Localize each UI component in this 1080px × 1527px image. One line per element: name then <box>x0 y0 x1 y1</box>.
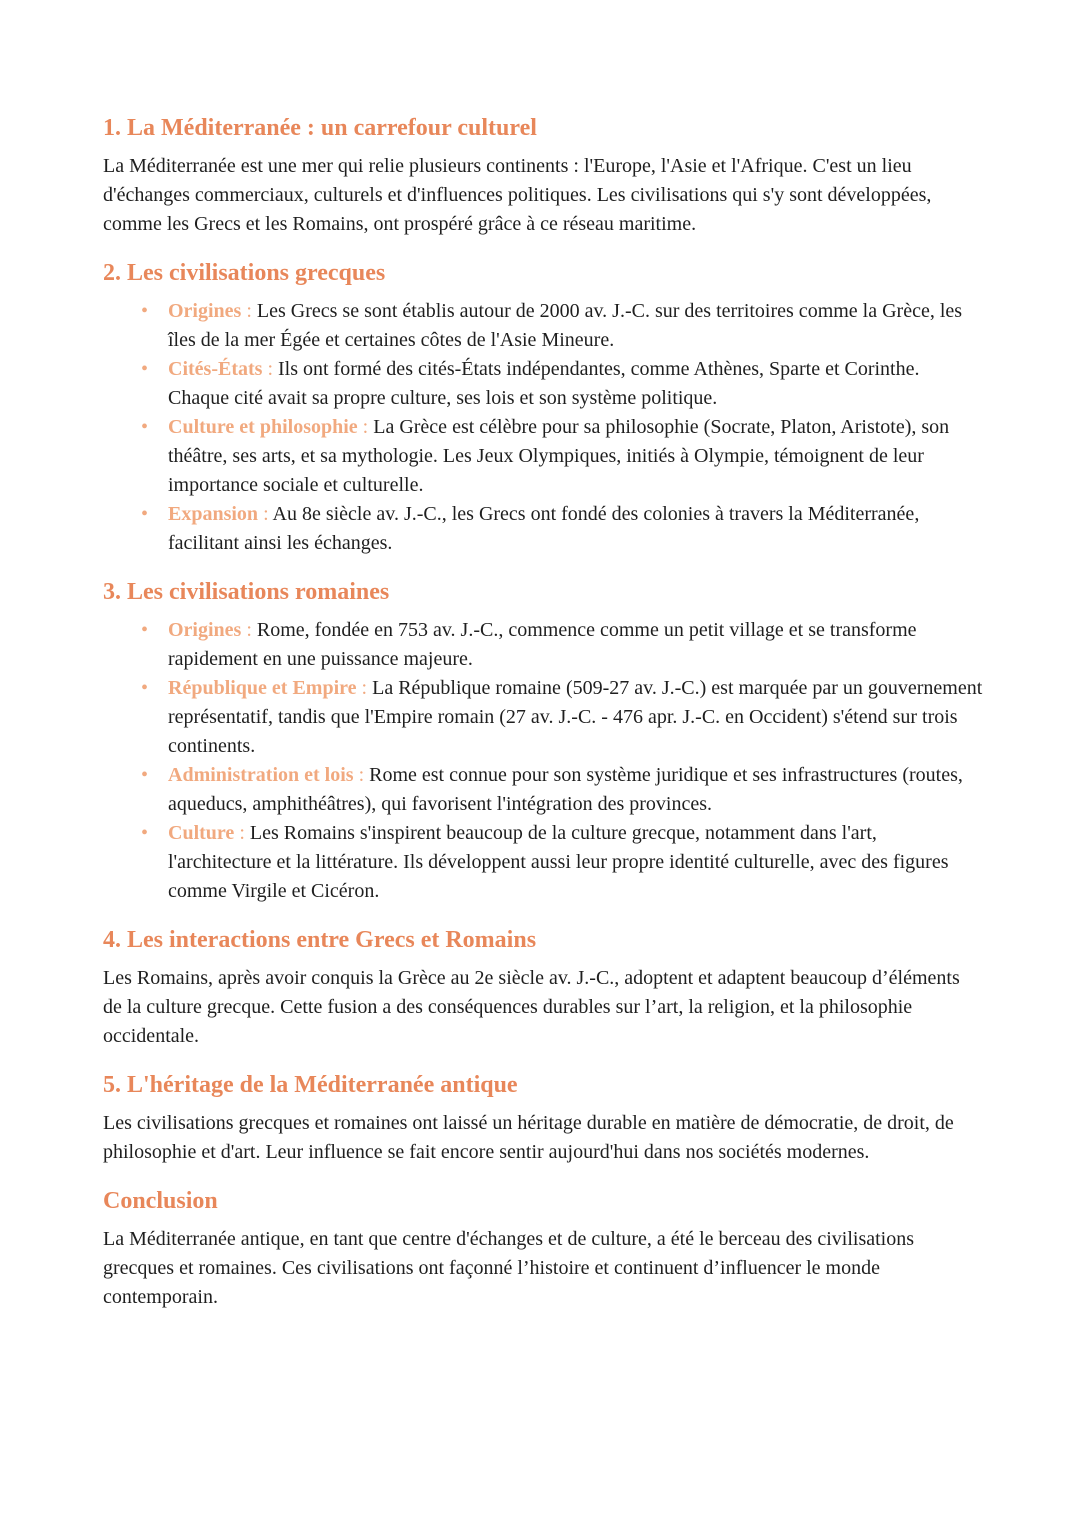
term-separator: : <box>241 300 257 322</box>
section-civilisations-grecques <box>103 257 983 558</box>
list-item <box>141 355 983 413</box>
list-item <box>141 297 983 355</box>
bullet-icon: • <box>141 300 149 322</box>
bullet-text: Rome, fondée en 753 av. J.-C., commence comme un petit village et se transforme rapidement en une puissance majeure. <box>168 619 917 670</box>
section-civilisations-romaines <box>103 576 983 906</box>
section-heritage <box>103 1069 983 1167</box>
bullet-term: Culture <box>168 822 235 844</box>
section-paragraph: Les civilisations grecques et romaines ont laissé un héritage durable en matière de démocratie, de droit, de philosophie et d'art. Leur influence se fait encore sentir aujourd'hui dans nos sociétés modernes. <box>103 1112 954 1163</box>
section-heading: 1. La Méditerranée : un carrefour culturel <box>103 115 537 141</box>
bullet-text: Rome est connue pour son système juridique et ses infrastructures (routes, aqueducs, amphithéâtres), qui favorisent l'intégration des provinces. <box>168 764 963 815</box>
list-item <box>141 616 983 674</box>
bullet-icon: • <box>141 822 149 844</box>
term-separator: : <box>234 822 250 844</box>
bullet-text: Au 8e siècle av. J.-C., les Grecs ont fondé des colonies à travers la Méditerranée, facilitant ainsi les échanges. <box>168 503 920 554</box>
bullet-term: Expansion <box>168 503 259 525</box>
term-separator: : <box>357 416 374 438</box>
bullet-list <box>103 616 983 906</box>
bullet-term: Origines <box>168 619 242 641</box>
section-heading: 2. Les civilisations grecques <box>103 260 386 286</box>
bullet-term: République et Empire <box>168 677 357 699</box>
section-heading: Conclusion <box>103 1188 218 1214</box>
section-paragraph: Les Romains, après avoir conquis la Grèce au 2e siècle av. J.-C., adoptent et adaptent beaucoup d’éléments de la culture grecque. Cette fusion a des conséquences durables sur l’art, la religion, et la philosophie occidentale. <box>103 967 960 1047</box>
bullet-term: Origines <box>168 300 242 322</box>
section-interactions <box>103 924 983 1051</box>
bullet-icon: • <box>141 503 149 525</box>
list-item <box>141 674 983 761</box>
term-separator: : <box>262 358 278 380</box>
term-separator: : <box>258 503 273 525</box>
section-heading: 4. Les interactions entre Grecs et Romains <box>103 927 537 953</box>
section-heading: 3. Les civilisations romaines <box>103 579 390 605</box>
bullet-text: Ils ont formé des cités-États indépendantes, comme Athènes, Sparte et Corinthe. Chaque cité avait sa propre culture, ses lois et son système politique. <box>168 358 920 409</box>
bullet-text: La République romaine (509-27 av. J.-C.) est marquée par un gouvernement représentatif, tandis que l'Empire romain (27 av. J.-C. - 476 apr. J.-C. en Occident) s'étend sur trois continents. <box>168 677 983 757</box>
document-page <box>103 112 983 1330</box>
term-separator: : <box>241 619 257 641</box>
bullet-icon: • <box>141 358 149 380</box>
section-paragraph: La Méditerranée antique, en tant que centre d'échanges et de culture, a été le berceau des civilisations grecques et romaines. Ces civilisations ont façonné l’histoire et continuent d’influencer le monde contemporain. <box>103 1228 914 1308</box>
bullet-icon: • <box>141 619 149 641</box>
bullet-term: Administration et lois <box>168 764 354 786</box>
bullet-list <box>103 297 983 558</box>
bullet-icon: • <box>141 416 149 438</box>
bullet-icon: • <box>141 677 149 699</box>
list-item <box>141 500 983 558</box>
bullet-text: Les Grecs se sont établis autour de 2000 av. J.-C. sur des territoires comme la Grèce, les îles de la mer Égée et certaines côtes de l'Asie Mineure. <box>168 300 963 351</box>
section-conclusion <box>103 1185 983 1312</box>
section-heading: 5. L'héritage de la Méditerranée antique <box>103 1072 518 1098</box>
bullet-term: Cités-États <box>168 358 263 380</box>
bullet-text: Les Romains s'inspirent beaucoup de la culture grecque, notamment dans l'art, l'architecture et la littérature. Ils développent aussi leur propre identité culturelle, avec des figures comme Virgile et Cicéron. <box>168 822 949 902</box>
section-mediterranee-carrefour <box>103 112 983 239</box>
bullet-term: Culture et philosophie <box>168 416 358 438</box>
list-item <box>141 819 983 906</box>
bullet-icon: • <box>141 764 149 786</box>
term-separator: : <box>353 764 370 786</box>
section-paragraph: La Méditerranée est une mer qui relie plusieurs continents : l'Europe, l'Asie et l'Afrique. C'est un lieu d'échanges commerciaux, culturels et d'influences politiques. Les civilisations qui s'y sont développées, comme les Grecs et les Romains, ont prospéré grâce à ce réseau maritime. <box>103 155 932 235</box>
term-separator: : <box>356 677 373 699</box>
list-item <box>141 761 983 819</box>
bullet-text: La Grèce est célèbre pour sa philosophie (Socrate, Platon, Aristote), son théâtre, ses arts, et sa mythologie. Les Jeux Olympiques, initiés à Olympie, témoignent de leur importance sociale et culturelle. <box>168 416 950 496</box>
list-item <box>141 413 983 500</box>
